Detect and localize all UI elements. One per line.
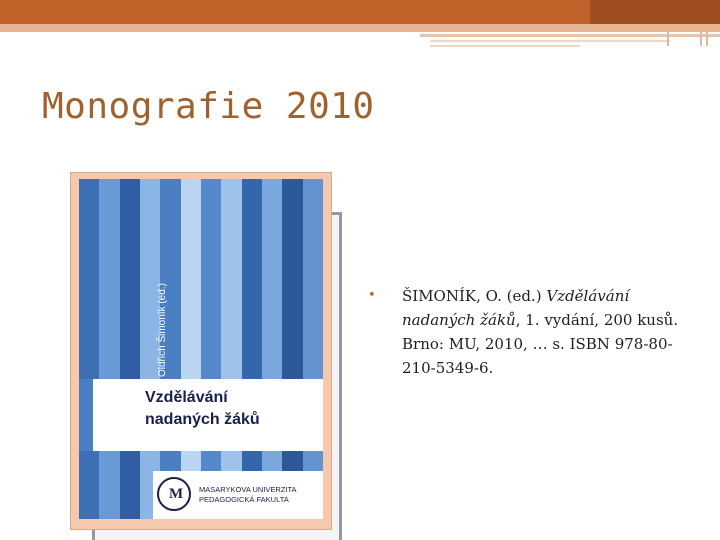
- cover-stripe: [201, 179, 222, 519]
- bullet-book-title: Vzdělávání nadaných žáků: [402, 287, 630, 329]
- decorative-tick: [667, 32, 669, 46]
- publisher-line1: MASARYKOVA UNIVERZITA: [199, 485, 297, 494]
- bullet-author: ŠIMONÍK, O. (ed.): [402, 287, 542, 305]
- decorative-line: [430, 45, 580, 47]
- decorative-line: [420, 34, 720, 37]
- top-band-dark: [590, 0, 720, 24]
- cover-title: [145, 387, 260, 431]
- bullet-item: [368, 284, 682, 380]
- bullet-text: [382, 284, 682, 380]
- cover-title-line2: nadaných žáků: [145, 411, 260, 428]
- cover-stripe: [120, 179, 141, 519]
- cover-stripe: [181, 179, 202, 519]
- cover-stripe: [262, 179, 283, 519]
- decorative-tick: [706, 32, 708, 46]
- bullet-icon: •: [368, 288, 376, 303]
- cover-stripe: [282, 179, 303, 519]
- cover-stripe: [79, 179, 100, 519]
- cover-stripe: [303, 179, 323, 519]
- publisher-line2: PEDAGOGICKÁ FAKULTA: [199, 495, 289, 504]
- top-band-light: [0, 24, 720, 32]
- cover-stripe: [99, 179, 120, 519]
- decorative-line: [430, 40, 670, 42]
- bullet-details: , 1. vydání, 200 kusů. Brno: MU, 2010, … s. ISBN 978-80-210-5349-6.: [402, 311, 679, 377]
- cover-publisher: [199, 485, 297, 505]
- cover-author: Oldřich Šimoník (ed.): [157, 283, 168, 377]
- slide-title: Monografie 2010: [42, 86, 375, 127]
- cover-title-line1: Vzdělávání: [145, 389, 228, 406]
- cover-white-band-left: [79, 379, 93, 451]
- cover-stripe: [242, 179, 263, 519]
- book-cover-image: [70, 172, 332, 530]
- book-cover-inner: [79, 179, 323, 519]
- university-seal-icon: [157, 477, 191, 511]
- cover-stripe: [221, 179, 242, 519]
- decorative-tick: [700, 32, 702, 46]
- seal-letter: M: [169, 486, 184, 502]
